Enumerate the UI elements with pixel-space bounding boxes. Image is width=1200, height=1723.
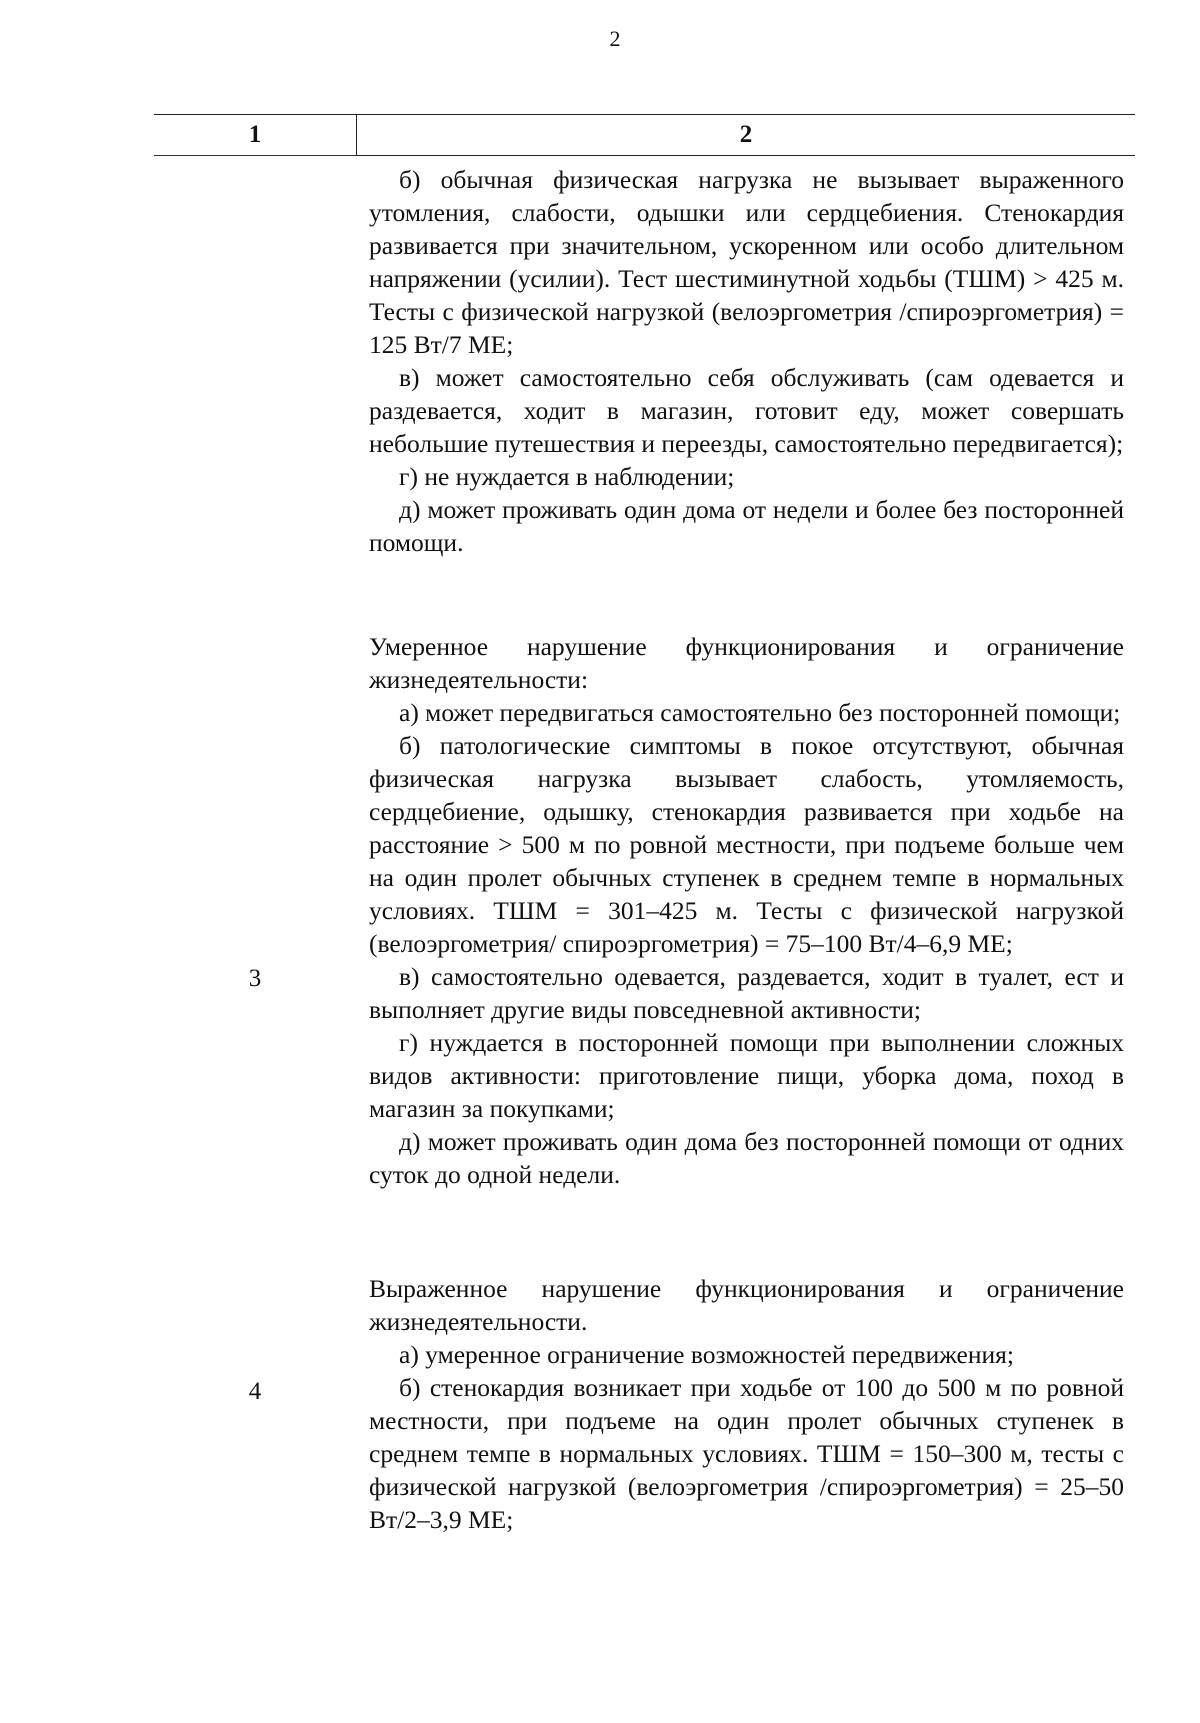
row-4-number: 4 <box>248 1378 262 1405</box>
row-3-item-b: б) патологические симптомы в покое отсутствуют, обычная физическая нагрузка вызывает слабость, утомляемость, сердцебиение, одышку, стенокардия развивается при ходьбе на расстояние > 500 м по ровной местности, при подъеме больше чем на один пролет обычных ступенек в среднем темпе в нормальных условиях. ТШМ = 301–425 м. Тесты с физической нагрузкой (велоэргометрия/ спироэргометрия) = 75–100 Вт/4–6,9 МЕ; <box>369 731 1124 958</box>
row-2-item-b: б) обычная физическая нагрузка не вызывает выраженного утомления, слабости, одышки или сердцебиения. Стенокардия развивается при значительном, ускоренном или особо длительном напряжении (усилии). Тест шестиминутной ходьбы (ТШМ) > 425 м. Тесты с физической нагрузкой (велоэргометрия /спироэргометрия) = 125 Вт/7 МЕ; <box>369 165 1124 359</box>
row-4-item-a: а) умеренное ограничение возможностей передвижения; <box>399 1340 1014 1369</box>
row-3-item-v: в) самостоятельно одевается, раздевается, ходит в туалет, ест и выполняет другие виды повседневной активности; <box>369 962 1124 1024</box>
row-3-item-d: д) может проживать один дома без посторонней помощи от одних суток до одной недели. <box>369 1127 1124 1189</box>
page-number: 2 <box>609 26 621 51</box>
column-1-divider <box>154 155 357 156</box>
row-3-number: 3 <box>248 965 262 992</box>
row-2-continuation <box>369 163 1124 559</box>
row-4-item-b: б) стенокардия возникает при ходьбе от 100 до 500 м по ровной местности, при подъеме на один пролет обычных ступенек в среднем темпе в нормальных условиях. ТШМ = 150–300 м, тесты с физической нагрузкой (велоэргометрия /спироэргометрия) = 25–50 Вт/2–3,9 МЕ; <box>369 1373 1124 1534</box>
table-header <box>154 114 1135 156</box>
row-2-item-v: в) может самостоятельно себя обслуживать (сам одевается и раздевается, ходит в магазин, готовит еду, может совершать небольшие путешествия и переезды, самостоятельно передвигается); <box>369 363 1124 458</box>
row-2-item-d: д) может проживать один дома от недели и более без посторонней помощи. <box>369 495 1124 557</box>
row-3-item-a: а) может передвигаться самостоятельно без посторонней помощи; <box>399 698 1121 727</box>
row-2-item-g: г) не нуждается в наблюдении; <box>399 462 735 491</box>
row-3-description <box>369 630 1124 1191</box>
row-3-item-g: г) нуждается в посторонней помощи при выполнении сложных видов активности: приготовление пищи, уборка дома, поход в магазин за покупками; <box>369 1028 1124 1123</box>
row-4-description <box>369 1272 1124 1536</box>
row-4-heading: Выраженное нарушение функционирования и ограничение жизнедеятельности. <box>369 1274 1124 1336</box>
row-3-heading: Умеренное нарушение функционирования и ограничение жизнедеятельности: <box>369 632 1124 694</box>
column-header-1: 1 <box>154 115 357 155</box>
column-header-2: 2 <box>739 121 753 148</box>
